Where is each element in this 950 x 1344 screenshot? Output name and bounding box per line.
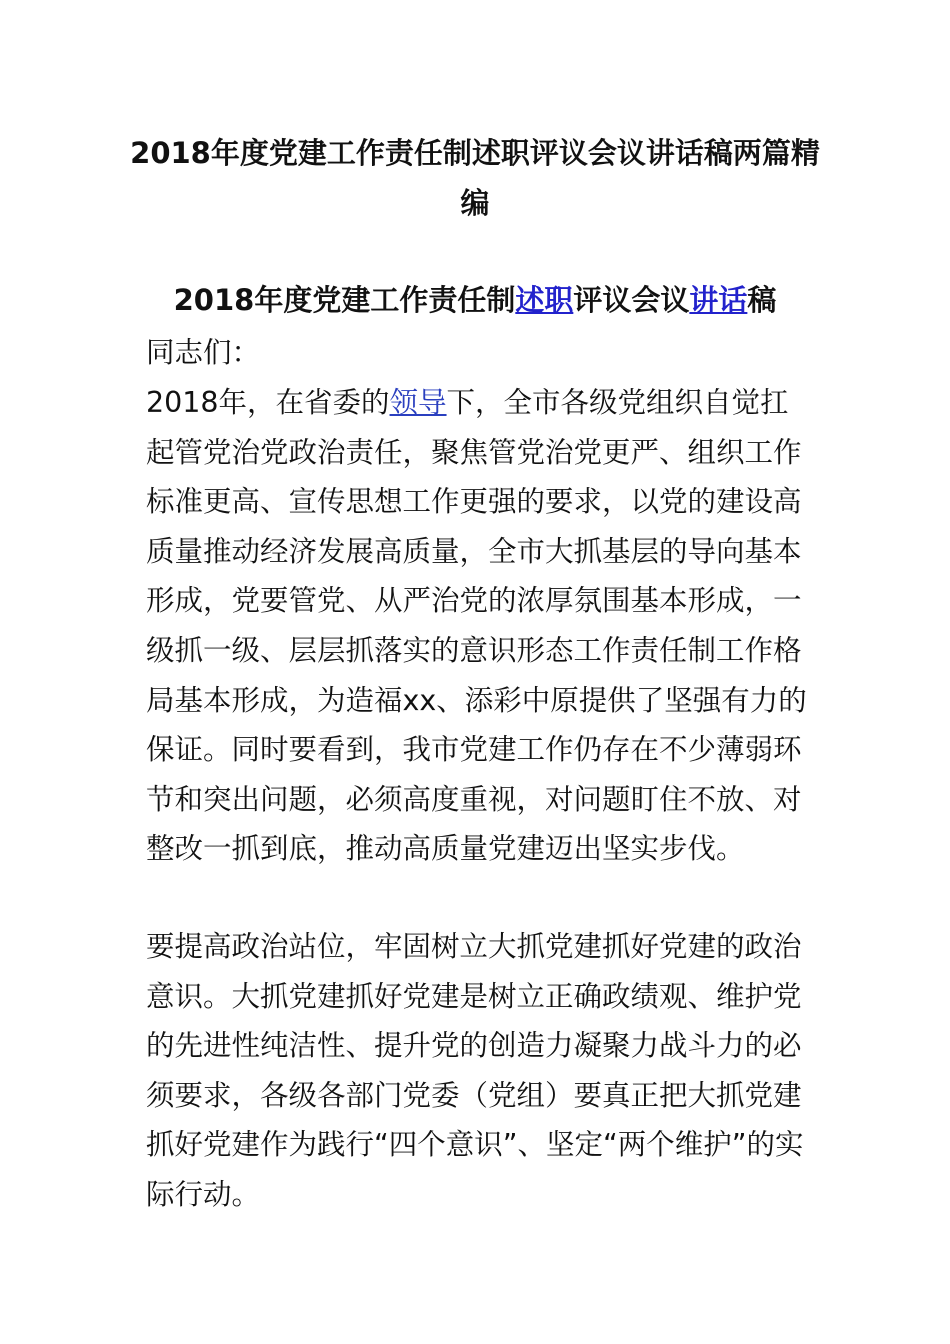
paragraph-1 — [146, 378, 808, 874]
subtitle-text-3: 稿 — [747, 283, 777, 317]
subtitle-text-1: 2018年度党建工作责任制 — [173, 283, 516, 317]
subtitle-text-2: 评议会议 — [573, 283, 690, 317]
document-title: 2018年度党建工作责任制述职评议会议讲话稿两篇精编 — [130, 136, 820, 220]
speech-subtitle — [100, 278, 850, 322]
paragraph-2: 要提高政治站位，牢固树立大抓党建抓好党建的政治意识。大抓党建抓好党建是树立正确政绩观、维护党的先进性纯洁性、提升党的创造力凝聚力战斗力的必须要求，各级各部门党委（党组）要真正把大抓党建抓好党建作为践行“四个意识”、坚定“两个维护”的实际行动。 — [146, 930, 804, 1211]
subtitle-link-shuzhi[interactable]: 述职 — [515, 283, 574, 317]
paragraph-1-start: 2018年，在省委的 — [146, 386, 390, 419]
paragraph-1-rest: 下，全市各级党组织自觉扛起管党治党政治责任，聚焦管党治党更严、组织工作标准更高、宣传思想工作更强的要求，以党的建设高质量推动经济发展高质量，全市大抓基层的导向基本形成，党要管党、从严治党的浓厚氛围基本形成，一级抓一级、层层抓落实的意识形态工作责任制工作格局基本形成，为造福xx、添彩中原提供了坚强有力的保证。同时要看到，我市党建工作仍存在不少薄弱环节和突出问题，必须高度重视，对问题盯住不放、对整改一抓到底，推动高质量党建迈出坚实步伐。 — [146, 386, 807, 866]
link-lingdao[interactable]: 领导 — [389, 386, 447, 419]
greeting: 同志们： — [146, 336, 261, 369]
subtitle-link-jianghua[interactable]: 讲话 — [689, 283, 748, 317]
